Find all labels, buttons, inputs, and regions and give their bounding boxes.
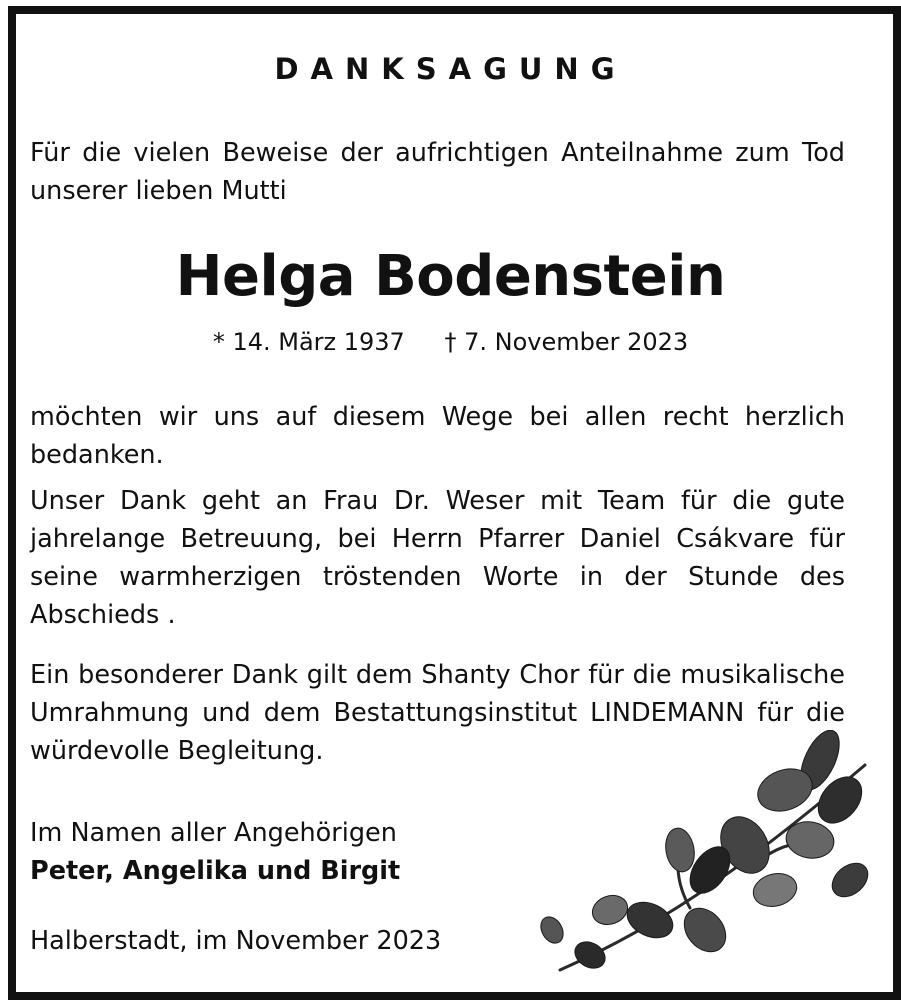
thanks-paragraph-1: möchten wir uns auf diesem Wege bei allen recht herzlich bedanken. xyxy=(30,402,845,470)
notice-heading: DANKSAGUNG xyxy=(274,52,627,86)
death-date: † 7. November 2023 xyxy=(444,328,689,356)
place-date: Halberstadt, im November 2023 xyxy=(30,926,442,956)
leaf xyxy=(536,913,567,947)
signature-line: Im Namen aller Angehörigen xyxy=(30,818,397,848)
leaf xyxy=(676,900,734,960)
leaf xyxy=(750,869,801,911)
thanks-paragraph-2: Unser Dank geht an Frau Dr. Weser mit Team für die gute jahrelange Betreuung, bei Herrn Pfarrer Daniel Csákvare für seine warmherzigen tröstenden Worte in der Stunde des Abschieds . xyxy=(30,486,845,630)
leaf xyxy=(662,826,697,874)
thanks-paragraph-3: Ein besonderer Dank gilt dem Shanty Chor für die musikalische Umrahmung und dem Bestattungsinstitut LINDEMANN für die würdevolle Begleitung. xyxy=(30,660,845,766)
leafy-branch-icon xyxy=(530,730,875,980)
life-dates xyxy=(0,328,901,356)
leaf xyxy=(621,895,678,944)
intro-text: Für die vielen Beweise der aufrichtigen Anteilnahme zum Tod unserer lieben Mutti xyxy=(30,138,845,206)
leaf xyxy=(570,937,610,974)
birth-date: * 14. März 1937 xyxy=(212,328,405,356)
deceased-name: Helga Bodenstein xyxy=(175,244,726,309)
leaf xyxy=(826,856,875,903)
signature-names: Peter, Angelika und Birgit xyxy=(30,856,401,886)
leaf xyxy=(588,891,631,930)
